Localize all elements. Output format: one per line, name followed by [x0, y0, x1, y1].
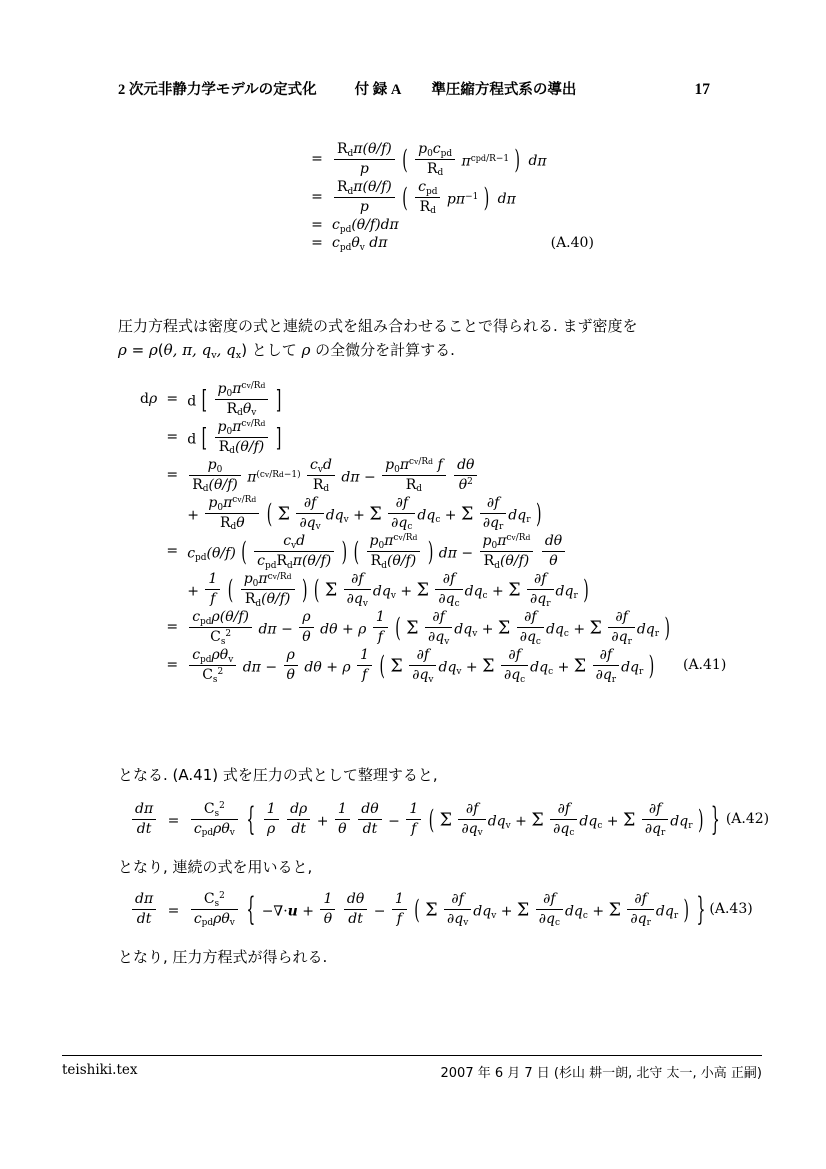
- equation-line: $\frac{d\pi}{dt}$ = $\frac{C_s^2}{c_{pd}\rho\theta_v}$ { −∇·u + $\frac{1}{\theta}$ $\frac{d\theta}{dt}$ − $\frac{1}{f}$ ( Σ $\frac{\partial f}{\partial q_v}$ $dq_v + \Sigma$ $\frac{\partial f}{\partial q_c}$ $dq_c + \Sigma$ $\frac{\partial f}{\partial q_r}$ $dq_r$ ) } (A.43): [128, 890, 755, 928]
- equation-line: = $c_{pd}\theta_v$ dπ (A.40): [311, 235, 594, 253]
- footer-filename: teishiki.tex: [62, 1062, 138, 1078]
- equation-tag-A40: (A.40): [550, 235, 594, 252]
- equation-tag-A41: (A.41): [682, 657, 727, 674]
- page-header: [118, 78, 710, 99]
- header-appendix-label: 付 録 A: [354, 82, 402, 98]
- equation-line: + $\frac{1}{f}$ ( $\frac{p_0\pi^{cv/Rd}}{R_d(\theta/f)}$ ) ( Σ $\frac{\partial f}{\partial q_v}$ $dq_v + \Sigma$ $\frac{\partial f}{\partial q_c}$ $dq_c + \Sigma$ $\frac{\partial f}{\partial q_r}$ $dq_r$ ): [187, 571, 589, 609]
- paragraph-line: 圧力方程式は密度の式と連続の式を組み合わせることで得られる. まず密度を: [118, 317, 638, 335]
- equation-line: = $c_{pd}(\theta/f)d\pi$: [311, 217, 399, 235]
- page-footer: [62, 1062, 762, 1081]
- equation-line: + $\frac{p_0\pi^{cv/Rd}}{R_d\theta}$ ( Σ $\frac{\partial f}{\partial q_v}$ $dq_v + \Sigma$ $\frac{\partial f}{\partial q_c}$ $dq_c + \Sigma$ $\frac{\partial f}{\partial q_r}$ $dq_r$ ): [187, 495, 542, 533]
- paragraph-A41-followup: となる. (A.41) 式を圧力の式として整理すると,: [118, 766, 438, 784]
- equation-A42: [128, 800, 771, 838]
- page-number: 17: [694, 81, 710, 98]
- equation-line: = d [ $\frac{p_0\pi^{cv/Rd}}{R_d(\theta/f)}$ ]: [166, 419, 282, 457]
- equation-A41: [138, 380, 728, 684]
- equation-line: = $\frac{c_{pd}\rho\theta_v}{C_s^2}$ dπ − $\frac{\rho}{\theta}$ dθ + ρ $\frac{1}{f}$ ( Σ $\frac{\partial f}{\partial q_v}$ $dq_v + \Sigma$ $\frac{\partial f}{\partial q_c}$ $dq_c + \Sigma$ $\frac{\partial f}{\partial q_r}$ $dq_r$ ) (A.41): [166, 647, 727, 685]
- equation-line: = $\frac{R_d\pi(\theta/f)}{p}$ ( $\frac{p_0c_{pd}}{R_d}$ $\pi^{cpd/R-1}$ ) dπ: [311, 141, 547, 179]
- equation-tag-A43: (A.43): [709, 901, 753, 918]
- paragraph-continuity: となり, 連続の式を用いると,: [118, 858, 313, 876]
- equation-line: = $\frac{p_0}{R_d(\theta/f)}$ $\pi^{(cv/Rd-1)}$ $\frac{c_vd}{R_d}$ dπ − $\frac{p_0\pi^{cv/Rd} f}{R_d}$ $\frac{d\theta}{\theta^2}$: [138, 456, 728, 494]
- paragraph-conclusion: となり, 圧力方程式が得られる.: [118, 948, 328, 966]
- equation-line: = $c_{pd}(\theta/f)$ ( $\frac{c_vd}{c_{pd}R_d\pi(\theta/f)}$ ) ( $\frac{p_0\pi^{cv/Rd}}{R_d(\theta/f)}$ ) dπ − $\frac{p_0\pi^{cv/Rd}}{R_d(\theta/f)}$ $\frac{d\theta}{\theta}$: [138, 532, 728, 570]
- footer-date-authors: 2007 年 6 月 7 日 (杉山 耕一朗, 北守 太一, 小高 正嗣): [440, 1066, 762, 1081]
- paragraph-density-intro: [118, 314, 718, 363]
- equation-A40: [300, 140, 596, 252]
- header-chapter-title: 2 次元非静力学モデルの定式化: [118, 82, 317, 98]
- header-appendix-title: 準圧縮方程式系の導出: [431, 82, 577, 98]
- footer-rule: [62, 1055, 762, 1056]
- equation-line: $\frac{d\pi}{dt}$ = $\frac{C_s^2}{c_{pd}\rho\theta_v}$ { $\frac{1}{\rho}$ $\frac{d\rho}{dt}$ + $\frac{1}{\theta}$ $\frac{d\theta}{dt}$ − $\frac{1}{f}$ ( Σ $\frac{\partial f}{\partial q_v}$ $dq_v + \Sigma$ $\frac{\partial f}{\partial q_c}$ $dq_c + \Sigma$ $\frac{\partial f}{\partial q_r}$ $dq_r$ ) } (A.42): [128, 800, 771, 838]
- equation-tag-A42: (A.42): [725, 811, 770, 828]
- equation-line: = $\frac{c_{pd}\rho(\theta/f)}{C_s^2}$ dπ − $\frac{\rho}{\theta}$ dθ + ρ $\frac{1}{f}$ ( Σ $\frac{\partial f}{\partial q_v}$ $dq_v + \Sigma$ $\frac{\partial f}{\partial q_c}$ $dq_c + \Sigma$ $\frac{\partial f}{\partial q_r}$ $dq_r$ ): [166, 609, 670, 647]
- equation-line: dρ = d [ $\frac{p_0\pi^{cv/Rd}}{R_d\theta_v}$ ]: [140, 381, 282, 419]
- paragraph-line: ρ = ρ(θ, π, $q_v$, $q_x$) として ρ の全微分を計算する.: [118, 341, 455, 362]
- equation-A43: [128, 890, 755, 928]
- equation-line: = $\frac{R_d\pi(\theta/f)}{p}$ ( $\frac{c_{pd}}{R_d}$ $p\pi^{-1}$ ) dπ: [311, 179, 516, 217]
